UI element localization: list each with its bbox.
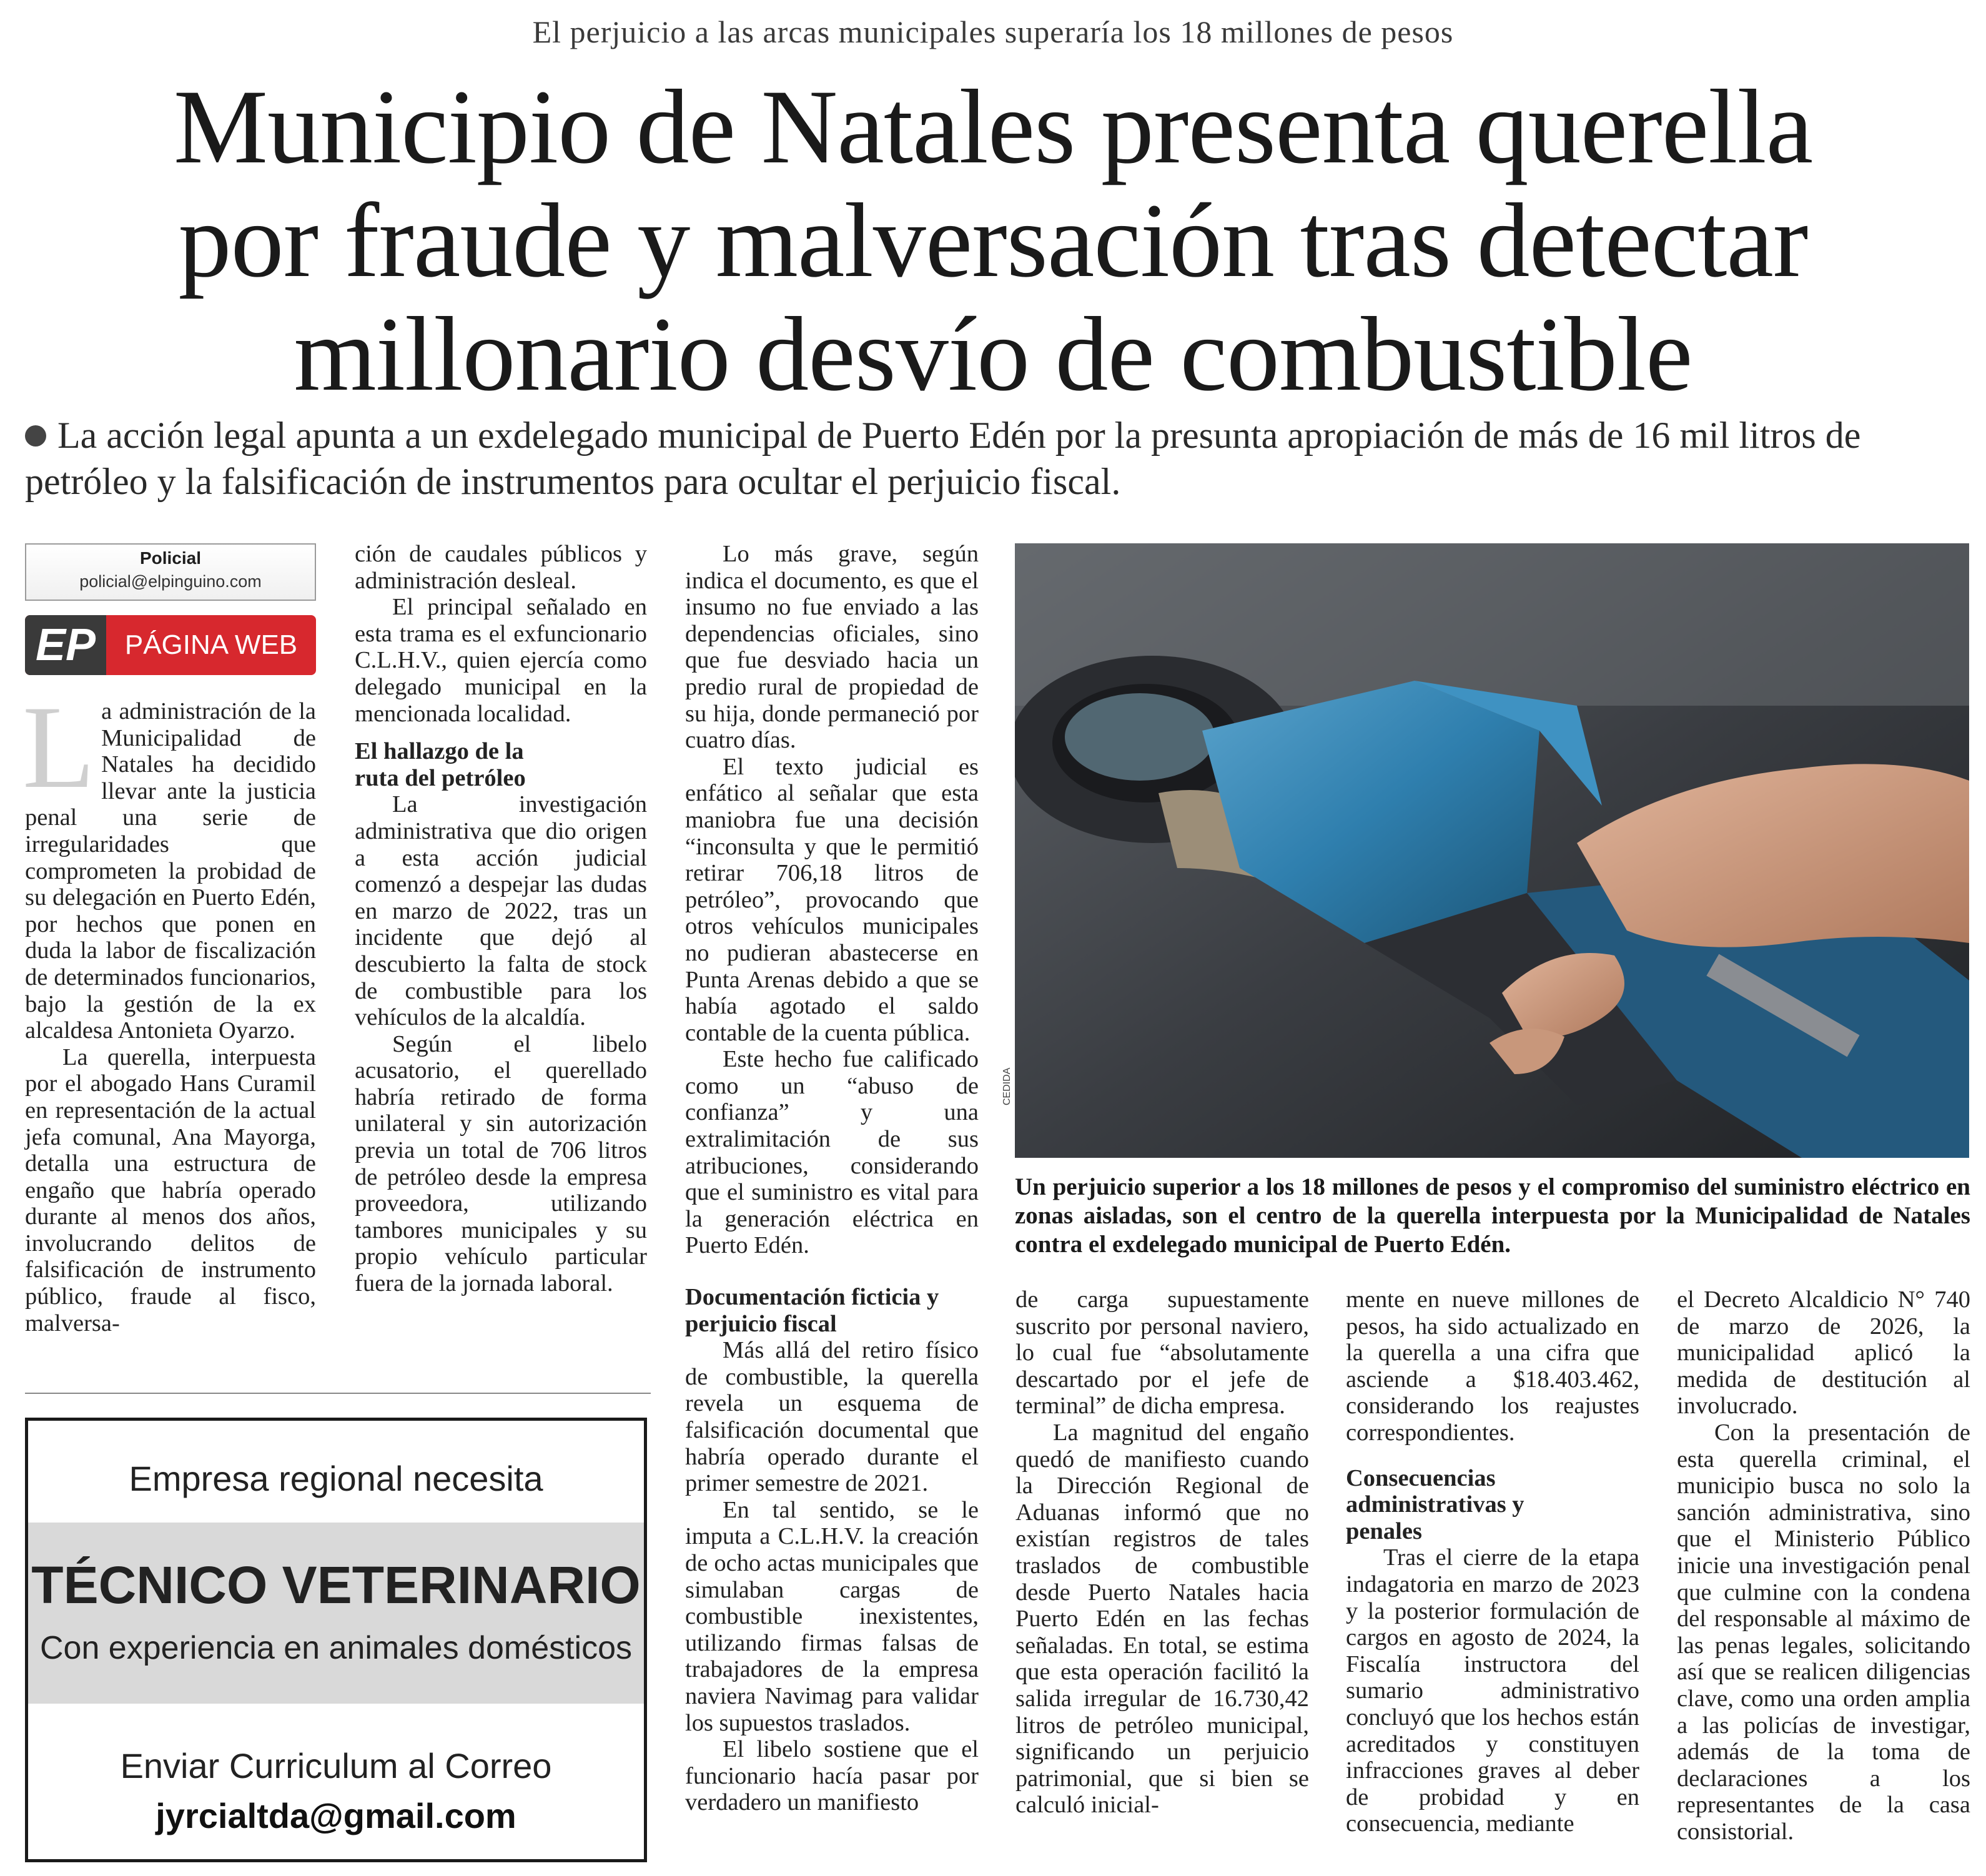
photo-caption: Un perjuicio superior a los 18 millones de pesos y el compromiso del suministro eléctrico en zonas aisladas, son el centro de la querella interpuesta por la Municipalidad de Natales contra el exdelegado municipal de Puerto Edén. (1015, 1173, 1970, 1258)
fuel-nozzle-image (1015, 543, 1969, 1158)
photo-credit: CEDIDA (1002, 1067, 1012, 1105)
kicker: El perjuicio a las arcas municipales superaría los 18 millones de pesos (532, 14, 1454, 49)
ad-email[interactable]: jyrcialtda@gmail.com (156, 1796, 516, 1835)
paragraph: El texto judicial es enfático al señalar que esta maniobra fue una decisión “inconsulta y que le permitió retirar 706,18 litros de petróleo”, provocando que otros vehículos municipales no pudieran abastecerse en Punta Arenas debido a que se había agotado el saldo contable de la cuenta pública. (685, 753, 979, 1046)
subhead (25, 412, 1967, 505)
paragraph: La querella, interpuesta por el abogado Hans Curamil en representación de la actual jefa comunal, Ana Mayorga, detalla una estructura de engaño que habría operado durante al menos dos años, involucrando delitos de falsificación de instrumento público, fraude al fisco, malversa- (25, 1044, 316, 1336)
subheading: Documentación ficticia y perjuicio fiscal (685, 1284, 939, 1337)
classified-ad (25, 1418, 647, 1862)
paragraph: Más allá del retiro físico de combustible, la querella revela un esquema de falsificación documental que habría operado durante el primer semestre de 2021. (685, 1337, 979, 1497)
bullet-icon (25, 425, 46, 447)
article-column-4 (1015, 1286, 1309, 1819)
section-label (25, 543, 316, 601)
article-column-6 (1677, 1286, 1970, 1845)
article-column-3 (685, 541, 979, 1816)
ad-intro: Empresa regional necesita (129, 1459, 543, 1498)
drop-cap: L (22, 682, 96, 813)
web-page-label: PÁGINA WEB (124, 629, 298, 660)
paragraph: El libelo sostiene que el funcionario hacía pasar por verdadero un manifiesto (685, 1736, 979, 1816)
column-divider (25, 1393, 651, 1394)
paragraph: mente en nueve millones de pesos, ha sido actualizado en la querella a una cifra que asciende a $18.403.462, considerando los reajustes correspondientes. (1346, 1286, 1639, 1446)
fuel-nozzle-photo (1015, 543, 1969, 1158)
subheading: El hallazgo de la ruta del petróleo (355, 738, 526, 791)
paragraph: el Decreto Alcaldicio N° 740 de marzo de 2026, la municipalidad aplicó la medida de destitución al involucrado. (1677, 1286, 1970, 1419)
article-column-1 (22, 682, 316, 1336)
paragraph: Lo más grave, según indica el documento, es que el insumo no fue enviado a las dependencias oficiales, sino que fue desviado hacia un predio rural de propiedad de su hija, donde permaneció por cuatro días. (685, 541, 979, 754)
paragraph: Este hecho fue calificado como un “abuso de confianza” y una extralimitación de sus atribuciones, considerando que el suministro es vital para la generación eléctrica en Puerto Edén. (685, 1046, 979, 1259)
web-page-badge[interactable] (25, 615, 316, 675)
paragraph: La administración de la Municipalidad de Natales ha decidido llevar ante la justicia penal una serie de irregularidades que comprometen la probidad de su delegación en Puerto Edén, por hechos que ponen en duda la labor de fiscalización de determinados funcionarios, bajo la gestión de la ex alcaldesa Antonieta Oyarzo. (22, 682, 316, 1044)
headline (37, 70, 1949, 411)
headline-line-2: por fraude y malversación tras detectar (178, 182, 1808, 299)
article-column-5 (1346, 1286, 1639, 1837)
paragraph: de carga supuestamente suscrito por personal naviero, lo cual fue “absolutamente descartado por el jefe de terminal” de dicha empresa. (1015, 1286, 1309, 1419)
headline-line-3: millonario desvío de combustible (294, 295, 1692, 413)
ep-logo: EP (25, 615, 106, 675)
ad-title: TÉCNICO VETERINARIO (31, 1556, 641, 1614)
paragraph: La investigación administrativa que dio origen a esta acción judicial comenzó a despejar las dudas en marzo de 2022, tras un incidente que dejó al descubierto la falta de stock de combustible para los vehículos de la alcaldía. (355, 791, 647, 1031)
ad-subtitle: Con experiencia en animales domésticos (39, 1630, 633, 1666)
article-column-2 (355, 541, 647, 1297)
ad-highlight-band (28, 1523, 644, 1704)
ad-instruction: Enviar Curriculum al Correo (120, 1746, 552, 1785)
paragraph: ción de caudales públicos y administración desleal. (355, 541, 647, 594)
subhead-text: La acción legal apunta a un exdelegado municipal de Puerto Edén por la presunta apropiación de más de 16 mil litros de petróleo y la falsificación de instrumentos para ocultar el perjuicio fiscal. (25, 415, 1861, 502)
section-name: Policial (139, 548, 202, 568)
paragraph: Con la presentación de esta querella criminal, el municipio busca no solo la sanción administrativa, sino que el Ministerio Público inicie una investigación penal que culmine con la condena del responsable al máximo de las penas legales, solicitando así que se realicen diligencias clave, como una orden amplia a las policías de investigar, además de la toma de declaraciones a los representantes de la casa consistorial. (1677, 1419, 1970, 1845)
subheading: Consecuencias administrativas y penales (1346, 1464, 1524, 1544)
paragraph: Según el libelo acusatorio, el querellado habría retirado de forma unilateral y sin autorización previa un total de 706 litros de petróleo desde la empresa proveedora, utilizando tambores municipales y su propio vehículo particular fuera de la jornada laboral. (355, 1030, 647, 1297)
paragraph: En tal sentido, se le imputa a C.L.H.V. la creación de ocho actas municipales que simulaban cargas de combustible inexistentes, utilizando firmas falsas de trabajadores de la empresa naviera Navimag para validar los supuestos traslados. (685, 1496, 979, 1736)
paragraph: Tras el cierre de la etapa indagatoria en marzo de 2023 y la posterior formulación de cargos en agosto de 2024, la Fiscalía instructora del sumario administrativo concluyó que los hechos están acreditados y constituyen infracciones graves al deber de probidad y en consecuencia, mediante (1346, 1544, 1639, 1837)
paragraph: La magnitud del engaño quedó de manifiesto cuando la Dirección Regional de Aduanas informó que no existían registros de tales traslados de combustible desde Puerto Natales hacia Puerto Edén en las fechas señaladas. En total, se estima que esta operación facilitó la salida irregular de 16.730,42 litros de petróleo municipal, significando un perjuicio patrimonial, que si bien se calculó inicial- (1015, 1419, 1309, 1819)
headline-line-1: Municipio de Natales presenta querella (173, 68, 1813, 185)
section-email[interactable]: policial@elpinguino.com (79, 572, 262, 591)
paragraph: El principal señalado en esta trama es el exfuncionario C.L.H.V., quien ejercía como delegado municipal en la mencionada localidad. (355, 594, 647, 727)
